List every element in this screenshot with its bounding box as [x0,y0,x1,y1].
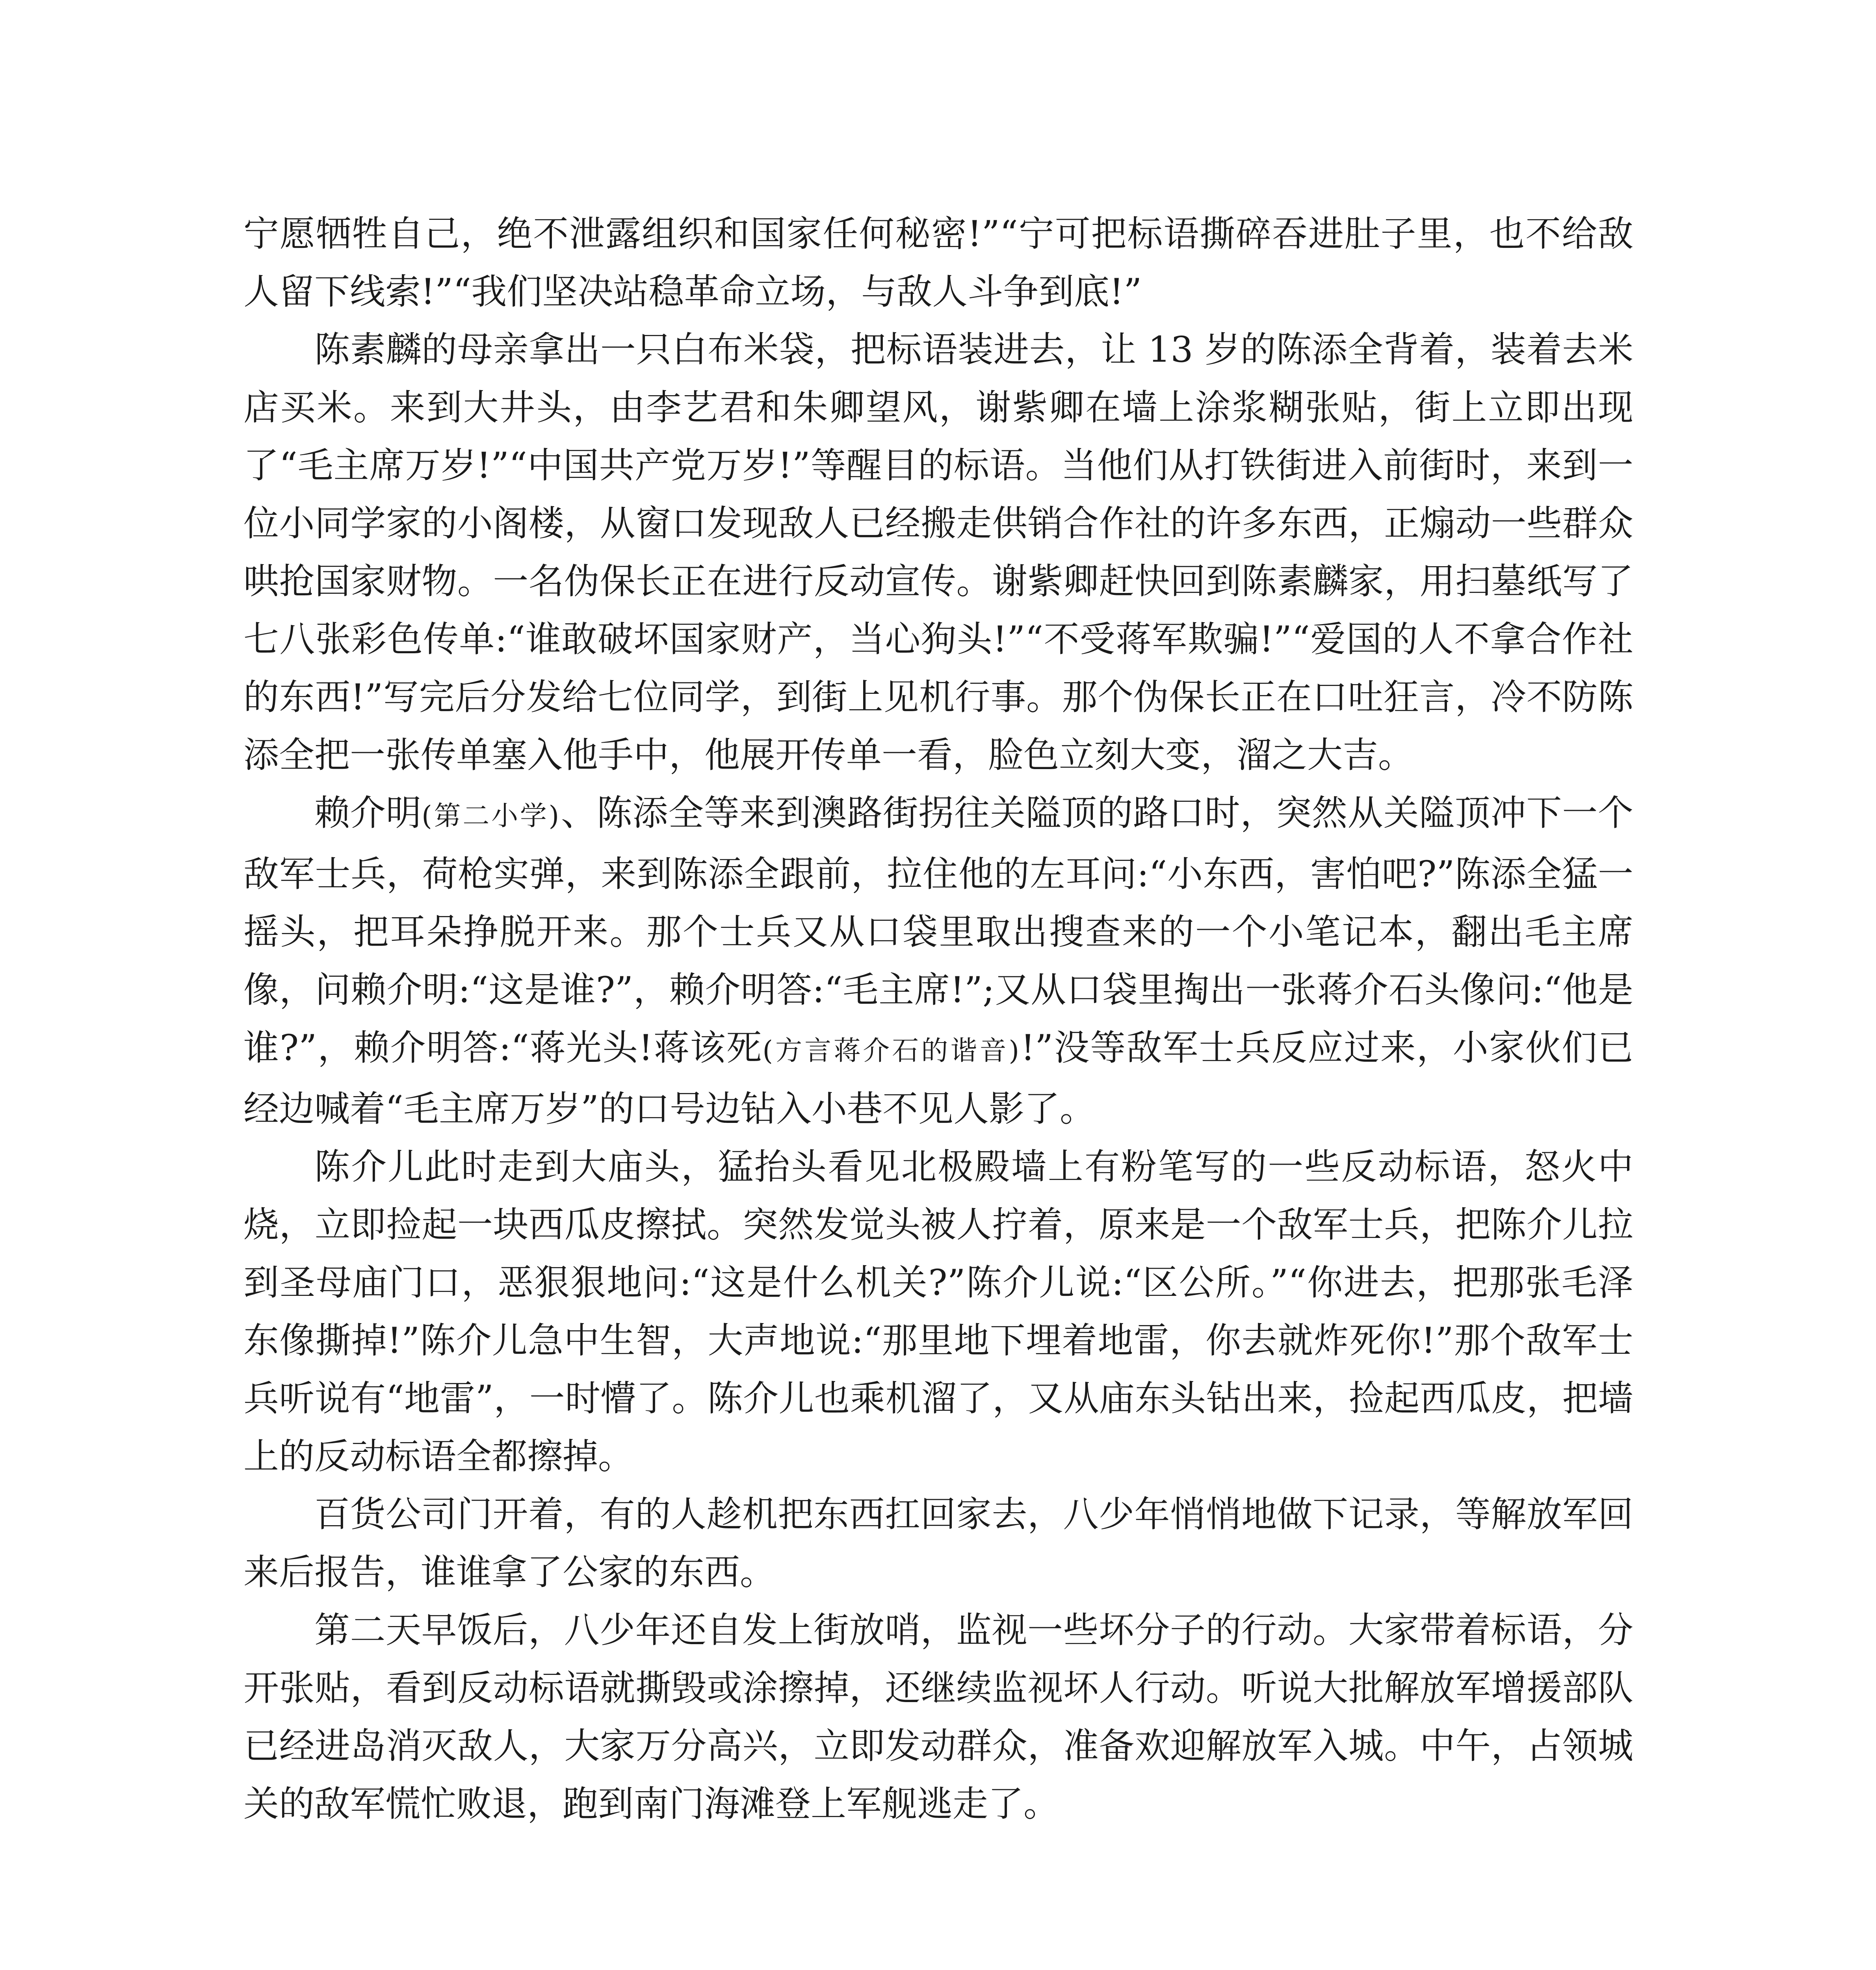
body-text [243,205,1633,1833]
paragraph [243,205,1633,321]
paragraph-text: 第二天早饭后，八少年还自发上街放哨，监视一些坏分子的行动。大家带着标语，分开张贴，看到反动标语就撕毁或涂擦掉，还继续监视坏人行动。听说大批解放军增援部队已经进岛消灭敌人，大家万分高兴，立即发动群众，准备欢迎解放军入城。中午，占领城关的敌军慌忙败退，跑到南门海滩登上军舰逃走了。 [243,1609,1633,1825]
paragraph-text: 、陈添全等来到澳路街拐往关隘顶的路口时，突然从关隘顶冲下一个敌军士兵，荷枪实弹，来到陈添全跟前，拉住他的左耳问:“小东西，害怕吧?”陈添全猛一摇头，把耳朵挣脱开来。那个士兵又从口袋里取出搜查来的一个小笔记本，翻出毛主席像，问赖介明:“这是谁?”，赖介明答:“毛主席!”;又从口袋里掏出一张蒋介石头像问:“他是谁?”，赖介明答:“蒋光头!蒋该死 [243,792,1634,1069]
paragraph-text: 陈介儿此时走到大庙头，猛抬头看见北极殿墙上有粉笔写的一些反动标语，怒火中烧，立即捡起一块西瓜皮擦拭。突然发觉头被人拧着，原来是一个敌军士兵，把陈介儿拉到圣母庙门口，恶狠狠地问:“这是什么机关?”陈介儿说:“区公所。”“你进去，把那张毛泽东像撕掉!”陈介儿急中生智，大声地说:“那里地下埋着地雷，你去就炸死你!”那个敌军士兵听说有“地雷”，一时懵了。陈介儿也乘机溜了，又从庙东头钻出来，捡起西瓜皮，把墙上的反动标语全都擦掉。 [243,1146,1633,1477]
paragraph-text: 陈素麟的母亲拿出一只白布米袋，把标语装进去，让 13 岁的陈添全背着，装着去米店买米。来到大井头，由李艺君和朱卿望风，谢紫卿在墙上涂浆糊张贴，街上立即出现了“毛主席万岁!”“中国共产党万岁!”等醒目的标语。当他们从打铁街进入前街时，来到一位小同学家的小阁楼，从窗口发现敌人已经搬走供销合作社的许多东西，正煽动一些群众哄抢国家财物。一名伪保长正在进行反动宣传。谢紫卿赶快回到陈素麟家，用扫墓纸写了七八张彩色传单:“谁敢破坏国家财产，当心狗头!”“不受蒋军欺骗!”“爱国的人不拿合作社的东西!”写完后分发给七位同学，到街上见机行事。那个伪保长正在口吐狂言，冷不防陈添全把一张传单塞入他手中，他展开传单一看，脸色立刻大变，溜之大吉。 [243,329,1633,776]
paragraph [243,1601,1633,1833]
paragraph-text: 赖介明 [314,792,422,834]
paragraph-text: !”没等敌军士兵反应过来，小家伙们已经边喊着“毛主席万岁”的口号边钻入小巷不见人影了。 [243,1027,1634,1130]
paragraph-text: 宁愿牺牲自己，绝不泄露组织和国家任何秘密!”“宁可把标语撕碎吞进肚子里，也不给敌人留下线索!”“我们坚决站稳革命立场，与敌人斗争到底!” [243,213,1633,312]
paragraph [243,1138,1633,1485]
inline-note: (方言蒋介石的谐音) [762,1035,1021,1067]
paragraph [243,321,1633,784]
paragraph-text: 百货公司门开着，有的人趁机把东西扛回家去，八少年悄悄地做下记录，等解放军回来后报告，谁谁拿了公家的东西。 [243,1494,1633,1593]
paragraph [243,1485,1633,1601]
inline-note: (第二小学) [422,801,561,832]
paragraph [243,784,1633,1138]
